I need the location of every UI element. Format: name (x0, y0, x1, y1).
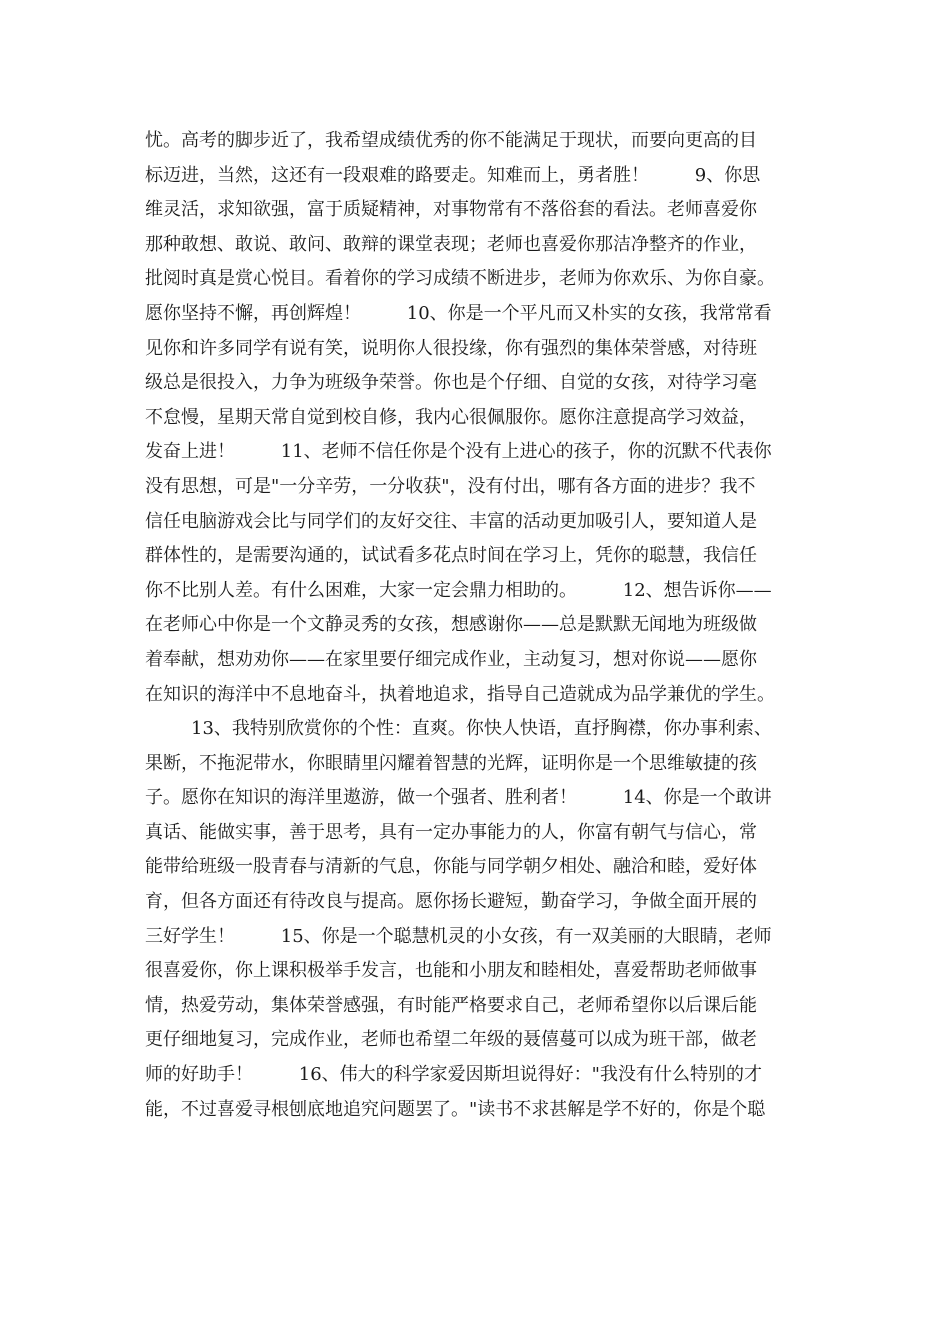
text-line: 批阅时真是赏心悦目。看着你的学习成绩不断进步，老师为你欢乐、为你自豪。 (145, 268, 775, 290)
text-line: 三好学生！ 15、你是一个聪慧机灵的小女孩，有一双美丽的大眼睛，老师 (145, 925, 772, 947)
text-line: 发奋上进！ 11、老师不信任你是个没有上进心的孩子，你的沉默不代表你 (145, 441, 772, 463)
text-line: 更仔细地复习，完成作业，老师也希望二年级的聂僖蔓可以成为班干部，做老 (145, 1029, 757, 1051)
body-text (145, 124, 825, 1127)
text-line: 维灵活，求知欲强，富于质疑精神，对事物常有不落俗套的看法。老师喜爱你 (145, 199, 757, 221)
text-line: 那种敢想、敢说、敢问、敢辩的课堂表现；老师也喜爱你那洁净整齐的作业， (145, 233, 757, 255)
text-line: 果断，不拖泥带水，你眼睛里闪耀着智慧的光辉，证明你是一个思维敏捷的孩 (145, 752, 757, 774)
text-line: 情，热爱劳动，集体荣誉感强，有时能严格要求自己，老师希望你以后课后能 (145, 994, 757, 1016)
text-line: 见你和许多同学有说有笑，说明你人很投缘，你有强烈的集体荣誉感，对待班 (145, 337, 757, 359)
text-line: 能带给班级一股青春与清新的气息，你能与同学朝夕相处、融洽和睦，爱好体 (145, 856, 757, 878)
text-line: 在老师心中你是一个文静灵秀的女孩，想感谢你——总是默默无闻地为班级做 (145, 614, 757, 636)
text-line: 育，但各方面还有待改良与提高。愿你扬长避短，勤奋学习，争做全面开展的 (145, 891, 757, 913)
text-line: 忧。高考的脚步近了，我希望成绩优秀的你不能满足于现状，而要向更高的目 (145, 130, 757, 151)
text-line: 不怠慢，星期天常自觉到校自修，我内心很佩服你。愿你注意提高学习效益， (145, 406, 757, 428)
text-line: 信任电脑游戏会比与同学们的友好交往、丰富的活动更加吸引人，要知道人是 (145, 510, 757, 532)
text-line: 子。愿你在知识的海洋里遨游，做一个强者、胜利者！ 14、你是一个敢讲 (145, 787, 772, 809)
text-line: 级总是很投入，力争为班级争荣誉。你也是个仔细、自觉的女孩，对待学习毫 (145, 372, 757, 394)
text-line: 在知识的海洋中不息地奋斗，执着地追求，指导自己造就成为品学兼优的学生。 (145, 683, 775, 705)
text-line: 师的好助手！ 16、伟大的科学家爱因斯坦说得好："我没有什么特别的才 (145, 1064, 762, 1086)
text-line: 你不比别人差。有什么困难，大家一定会鼎力相助的。 12、想告诉你—— (145, 579, 772, 601)
text-line: 愿你坚持不懈，再创辉煌！ 10、你是一个平凡而又朴实的女孩，我常常看 (145, 302, 772, 324)
text-line: 能，不过喜爱寻根刨底地追究问题罢了。"读书不求甚解是学不好的，你是个聪 (145, 1098, 766, 1120)
paragraph-start-line: 13、我特别欣赏你的个性：直爽。你快人快语，直抒胸襟，你办事利索、 (191, 718, 772, 740)
text-line: 很喜爱你，你上课积极举手发言，也能和小朋友和睦相处，喜爱帮助老师做事 (145, 960, 757, 982)
text-line: 群体性的，是需要沟通的，试试看多花点时间在学习上，凭你的聪慧，我信任 (145, 545, 757, 567)
text-line: 没有思想，可是"一分辛劳，一分收获"，没有付出，哪有各方面的进步？我不 (145, 475, 756, 497)
text-line: 标迈进，当然，这还有一段艰难的路要走。知难而上，勇者胜！ 9、你思 (145, 164, 761, 186)
text-line: 着奉献，想劝劝你——在家里要仔细完成作业，主动复习，想对你说——愿你 (145, 648, 757, 670)
text-line: 真话、能做实事，善于思考，具有一定办事能力的人，你富有朝气与信心，常 (145, 821, 757, 843)
